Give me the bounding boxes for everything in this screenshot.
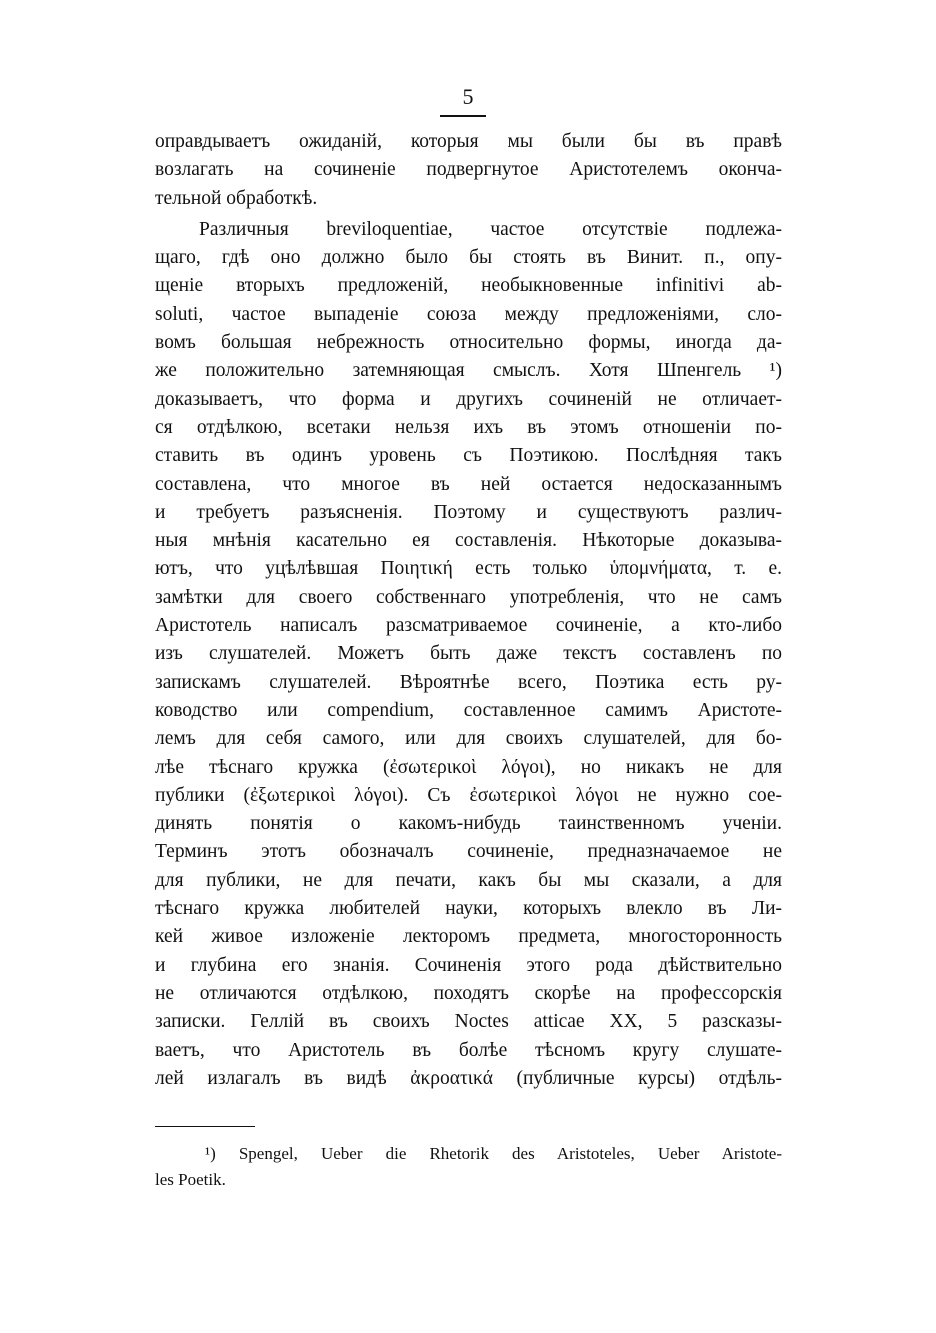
footnote-line: ¹) Spengel, Ueber die Rhetorik des Aristoteles, Ueber Aristote- (205, 1144, 782, 1163)
text-line: составлена, что многое въ ней остается недосказаннымъ (155, 473, 782, 495)
text-line: возлагать на сочиненіе подвергнутое Аристотелемъ оконча- (155, 159, 782, 181)
text-line: ютъ, что уцѣлѣвшая Ποιητική есть только ὑπομνήματα, т. е. (155, 558, 782, 580)
text-line: ководство или compendium, составленное самимъ Аристоте- (155, 699, 782, 721)
text-line: же положительно затемняющая смыслъ. Хотя Шпенгель ¹) (155, 360, 782, 382)
text-line: ся отдѣлкою, всетаки нельзя ихъ въ этомъ отношеніи по- (155, 416, 782, 438)
text-line: публики (ἐξωτερικοὶ λόγοι). Съ ἐσωτερικοὶ λόγοι не нужно сое- (155, 784, 782, 806)
text-line: динять понятія о какомъ-нибудь таинственномъ ученіи. (155, 813, 782, 835)
text-line: не отличаются отдѣлкою, походятъ скорѣе на профессорскія (155, 982, 782, 1004)
text-line: лѣе тѣснаго кружка (ἐσωτερικοὶ λόγοι), но никакъ не для (155, 756, 782, 778)
text-line: щеніе вторыхъ предложеній, необыкновенные infinitivi ab- (155, 275, 782, 297)
page-number: 5 (462, 84, 474, 109)
text-line: вомъ большая небрежность относительно формы, иногда да- (155, 332, 782, 354)
footnote-rule (155, 1126, 255, 1127)
text-line: тельной обработкѣ. (155, 187, 318, 209)
text-line: Различныя breviloquentiae, частое отсутствіе подлежа- (199, 218, 782, 240)
text-line: доказываетъ, что форма и другихъ сочиненій не отличает- (155, 388, 782, 410)
text-line: и глубина его знанія. Сочиненія этого рода дѣйствительно (155, 954, 782, 976)
text-line: записки. Геллій въ своихъ Noctes atticae XX, 5 разсказы- (155, 1011, 782, 1033)
text-line: и требуетъ разъясненія. Поэтому и существуютъ различ- (155, 501, 782, 523)
footnote-line: les Poetik. (155, 1170, 226, 1189)
text-line: лей излагалъ въ видѣ ἀκροατικά (публичные курсы) отдѣль- (155, 1067, 782, 1089)
text-line: оправдываетъ ожиданій, которыя мы были бы въ правѣ (155, 131, 782, 152)
text-line: запискамъ слушателей. Вѣроятнѣе всего, Поэтика есть ру- (155, 671, 782, 693)
text-line: для публики, не для печати, какъ бы мы сказали, а для (155, 869, 782, 891)
text-line: soluti, частое выпаденіе союза между предложеніями, сло- (155, 303, 782, 325)
footnote (155, 1141, 782, 1193)
text-line: ставить въ одинъ уровень съ Поэтикою. Послѣдняя такъ (155, 445, 782, 467)
text-line: ваетъ, что Аристотель въ болѣе тѣсномъ кругу слушате- (155, 1039, 782, 1061)
text-line: Терминъ этотъ обозначалъ сочиненіе, предназначаемое не (155, 841, 782, 863)
page-number-rule (440, 115, 486, 117)
text-line: изъ слушателей. Можетъ быть даже текстъ составленъ по (155, 643, 782, 665)
text-line: замѣтки для своего собственнаго употребленія, что не самъ (155, 586, 782, 608)
text-line: ныя мнѣнія касательно ея составленія. Нѣкоторые доказыва- (155, 530, 782, 552)
text-line: лемъ для себя самого, или для своихъ слушателей, для бо- (155, 728, 782, 750)
text-line: Аристотель написалъ разсматриваемое сочиненіе, а кто-либо (155, 615, 782, 637)
text-line: кей живое изложеніе лекторомъ предмета, многосторонность (155, 926, 782, 948)
text-line: тѣснаго кружка любителей науки, которыхъ влекло въ Ли- (155, 898, 782, 920)
paragraph (155, 128, 782, 213)
body-text (155, 128, 782, 1093)
paragraph (155, 216, 782, 1093)
text-line: щаго, гдѣ оно должно было бы стоять въ Винит. п., опу- (155, 247, 782, 269)
